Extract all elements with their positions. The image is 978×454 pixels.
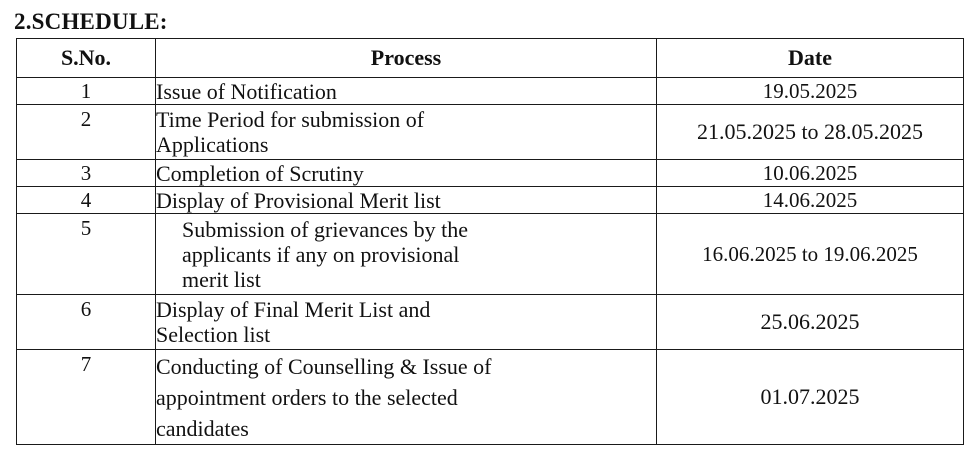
- header-process: Process: [156, 39, 657, 78]
- section-title: 2.SCHEDULE:: [14, 9, 168, 34]
- process-line: Applications: [156, 132, 269, 157]
- row-process: [156, 214, 657, 295]
- process-line: Display of Provisional Merit list: [156, 187, 441, 213]
- table-row: [17, 160, 964, 187]
- table-header-row: [17, 39, 964, 78]
- process-line: Time Period for submission of: [156, 107, 425, 132]
- row-process: [156, 295, 657, 350]
- process-line: appointment orders to the selected: [156, 384, 458, 410]
- header-date: Date: [657, 39, 964, 78]
- row-sno: 1: [17, 78, 156, 105]
- row-sno: 4: [17, 187, 156, 214]
- row-process: [156, 78, 657, 105]
- process-line: candidates: [156, 415, 249, 441]
- table-row: [17, 295, 964, 350]
- row-sno: 3: [17, 160, 156, 187]
- header-sno: S.No.: [17, 39, 156, 78]
- process-line: applicants if any on provisional: [182, 241, 460, 267]
- row-date: 19.05.2025: [657, 78, 964, 105]
- row-date: 14.06.2025: [657, 187, 964, 214]
- row-sno: 2: [17, 105, 156, 160]
- row-date: 10.06.2025: [657, 160, 964, 187]
- process-line: Display of Final Merit List and: [156, 297, 431, 322]
- process-line: Issue of Notification: [156, 78, 337, 104]
- row-sno: 7: [17, 350, 156, 445]
- process-line: Conducting of Counselling & Issue of: [156, 353, 492, 379]
- row-date: 25.06.2025: [657, 295, 964, 350]
- row-process: [156, 160, 657, 187]
- table-row: [17, 78, 964, 105]
- table-row: [17, 187, 964, 214]
- row-process: [156, 105, 657, 160]
- row-date: 16.06.2025 to 19.06.2025: [657, 214, 964, 295]
- row-date: 01.07.2025: [657, 350, 964, 445]
- row-sno: 6: [17, 295, 156, 350]
- row-process: [156, 350, 657, 445]
- table-row: [17, 214, 964, 295]
- process-line: Completion of Scrutiny: [156, 160, 364, 186]
- process-line: Submission of grievances by the: [182, 216, 468, 242]
- row-process: [156, 187, 657, 214]
- table-row: [17, 105, 964, 160]
- process-line: merit list: [182, 266, 261, 292]
- table-row: [17, 350, 964, 445]
- row-sno: 5: [17, 214, 156, 295]
- schedule-table: [16, 38, 964, 445]
- row-date: 21.05.2025 to 28.05.2025: [657, 105, 964, 160]
- process-line: Selection list: [156, 322, 271, 347]
